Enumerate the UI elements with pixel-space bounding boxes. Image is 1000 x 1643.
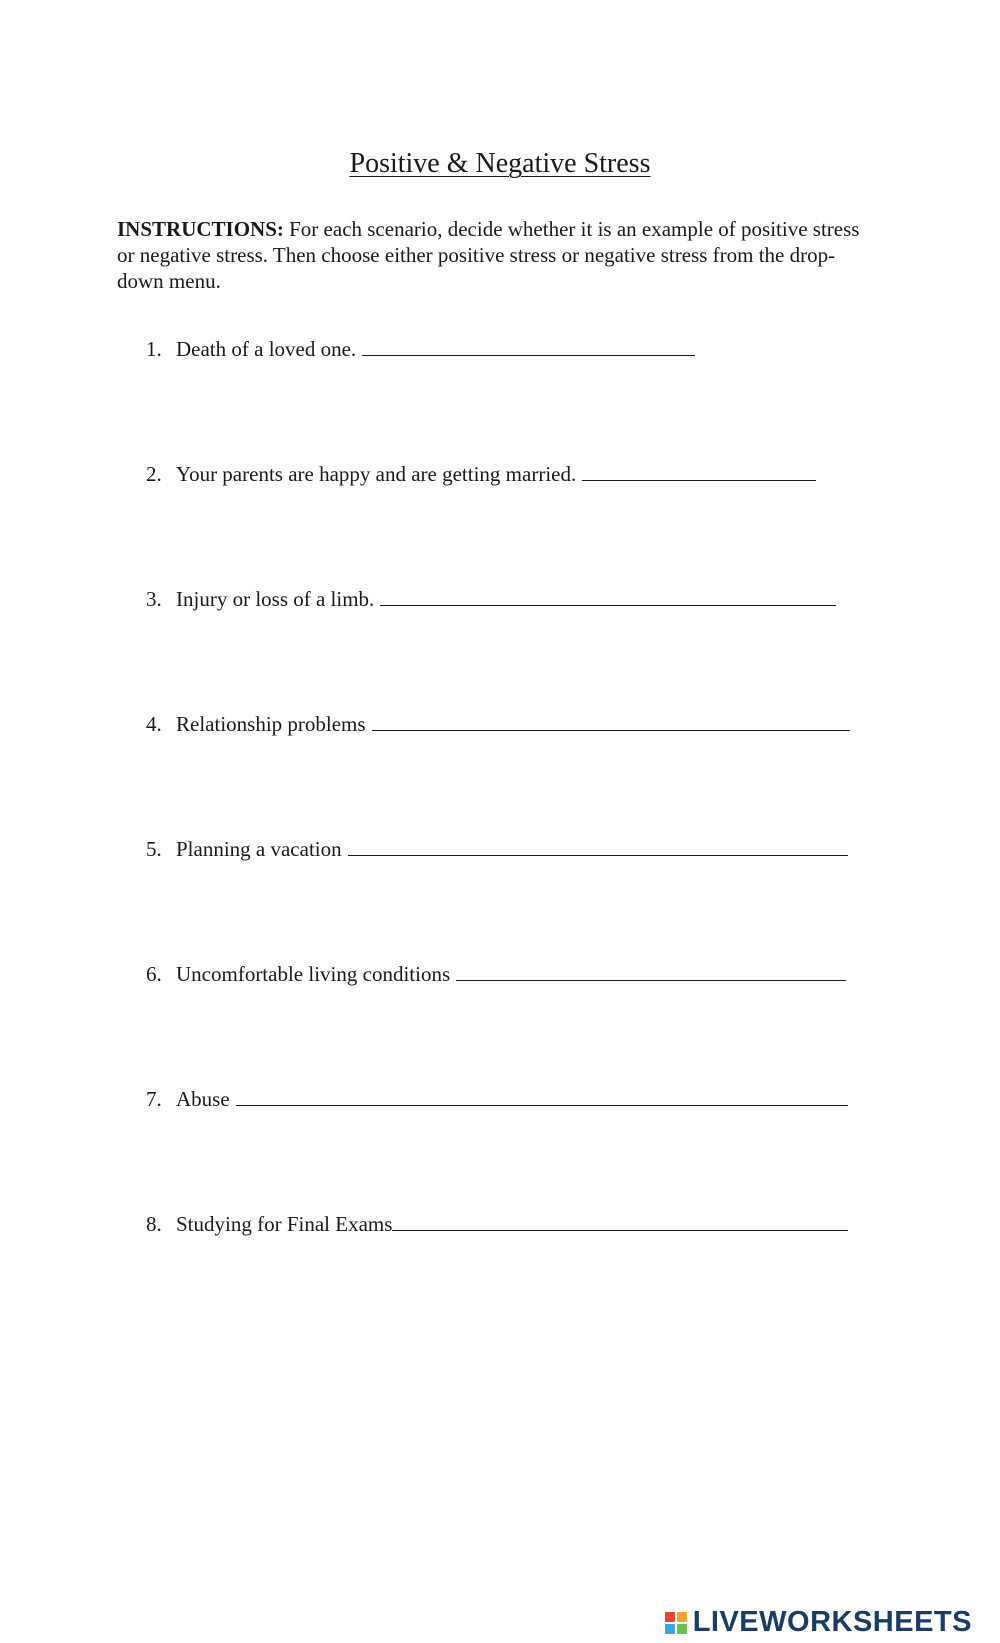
list-item: [146, 962, 846, 987]
item-number: 5.: [146, 837, 162, 861]
item-text: Injury or loss of a limb.: [176, 587, 375, 611]
item-text: Planning a vacation: [176, 837, 342, 861]
item-text: Your parents are happy and are getting married.: [176, 462, 577, 486]
item-number: 8.: [146, 1212, 162, 1236]
item-text: Relationship problems: [176, 712, 366, 736]
instructions-text: For each scenario, decide whether it is an example of positive stress or negative stress. Then choose either positive stress or negative stress from the drop-down menu.: [117, 217, 860, 293]
list-item: [146, 1212, 848, 1237]
answer-blank[interactable]: [236, 1087, 848, 1106]
item-number: 2.: [146, 462, 162, 486]
answer-blank[interactable]: [372, 712, 850, 731]
item-text: Studying for Final Exams: [176, 1212, 393, 1236]
answer-blank[interactable]: [380, 587, 836, 606]
item-text: Death of a loved one.: [176, 337, 357, 361]
answer-blank[interactable]: [348, 837, 848, 856]
item-text: Uncomfortable living conditions: [176, 962, 451, 986]
item-number: 4.: [146, 712, 162, 736]
brand-name: LIVEWORKSHEETS: [692, 1606, 972, 1638]
item-text: Abuse: [176, 1087, 230, 1111]
list-item: [146, 587, 836, 612]
item-number: 6.: [146, 962, 162, 986]
item-number: 3.: [146, 587, 162, 611]
liveworksheets-logo-icon: [665, 1612, 687, 1634]
instructions: [117, 216, 877, 294]
list-item: [146, 337, 695, 362]
item-number: 7.: [146, 1087, 162, 1111]
list-item: [146, 1087, 848, 1112]
instructions-label: INSTRUCTIONS:: [117, 217, 284, 241]
liveworksheets-footer: [665, 1606, 972, 1639]
item-number: 1.: [146, 337, 162, 361]
answer-blank[interactable]: [392, 1212, 848, 1231]
list-item: [146, 462, 816, 487]
page-title: Positive & Negative Stress: [349, 148, 651, 179]
answer-blank[interactable]: [362, 337, 695, 356]
list-item: [146, 712, 850, 737]
answer-blank[interactable]: [456, 962, 846, 981]
answer-blank[interactable]: [582, 462, 816, 481]
list-item: [146, 837, 848, 862]
